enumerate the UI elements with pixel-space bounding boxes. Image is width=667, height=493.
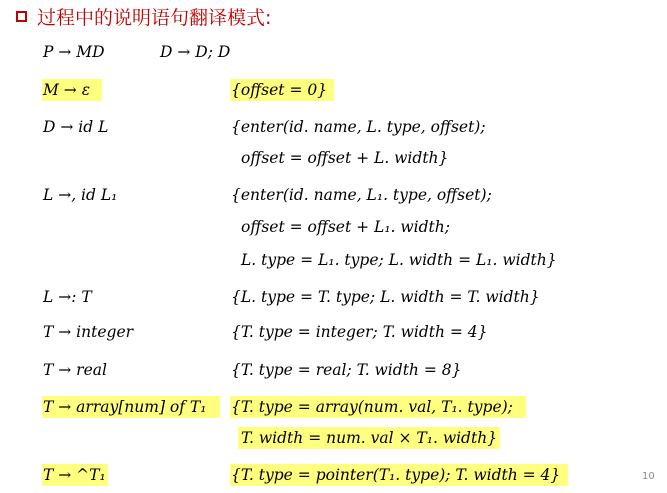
action-l-from-t: {L. type = T. type; L. width = T. width} (231, 288, 540, 306)
production-l-colon-t: L →: T (43, 288, 92, 306)
action-d-enter: {enter(id. name, L. type, offset); (231, 118, 486, 136)
production-t-array: T → array[num] of T₁ (43, 398, 207, 416)
production-t-real: T → real (43, 361, 107, 379)
square-bullet-icon (16, 11, 27, 22)
action-offset-init: {offset = 0} (231, 81, 328, 99)
action-t-array-width: T. width = num. val × T₁. width} (241, 429, 498, 447)
production-l-comma-id: L →, id L₁ (43, 186, 118, 204)
production-d-id-l: D → id L (43, 118, 109, 136)
action-t-integer: {T. type = integer; T. width = 4} (231, 323, 488, 341)
action-d-offset: offset = offset + L. width} (241, 149, 449, 167)
action-t-array-type: {T. type = array(num. val, T₁. type); (231, 398, 513, 416)
production-t-pointer: T → ^T₁ (43, 466, 106, 484)
production-m-epsilon: M → ε (43, 81, 91, 99)
grammar-d-rule: D → D; D (160, 43, 231, 61)
action-l-type-width: L. type = L₁. type; L. width = L₁. width} (241, 251, 557, 269)
action-t-pointer: {T. type = pointer(T₁. type); T. width = 4} (231, 466, 561, 484)
title-text: 过程中的说明语句翻译模式: (37, 6, 272, 29)
action-t-real: {T. type = real; T. width = 8} (231, 361, 462, 379)
action-l-enter: {enter(id. name, L₁. type, offset); (231, 186, 492, 204)
production-t-integer: T → integer (43, 323, 134, 341)
slide-title (16, 2, 271, 30)
action-l-offset: offset = offset + L₁. width; (241, 218, 450, 236)
grammar-p-rule: P → MD (43, 43, 105, 61)
page-number: 10 (642, 471, 655, 482)
